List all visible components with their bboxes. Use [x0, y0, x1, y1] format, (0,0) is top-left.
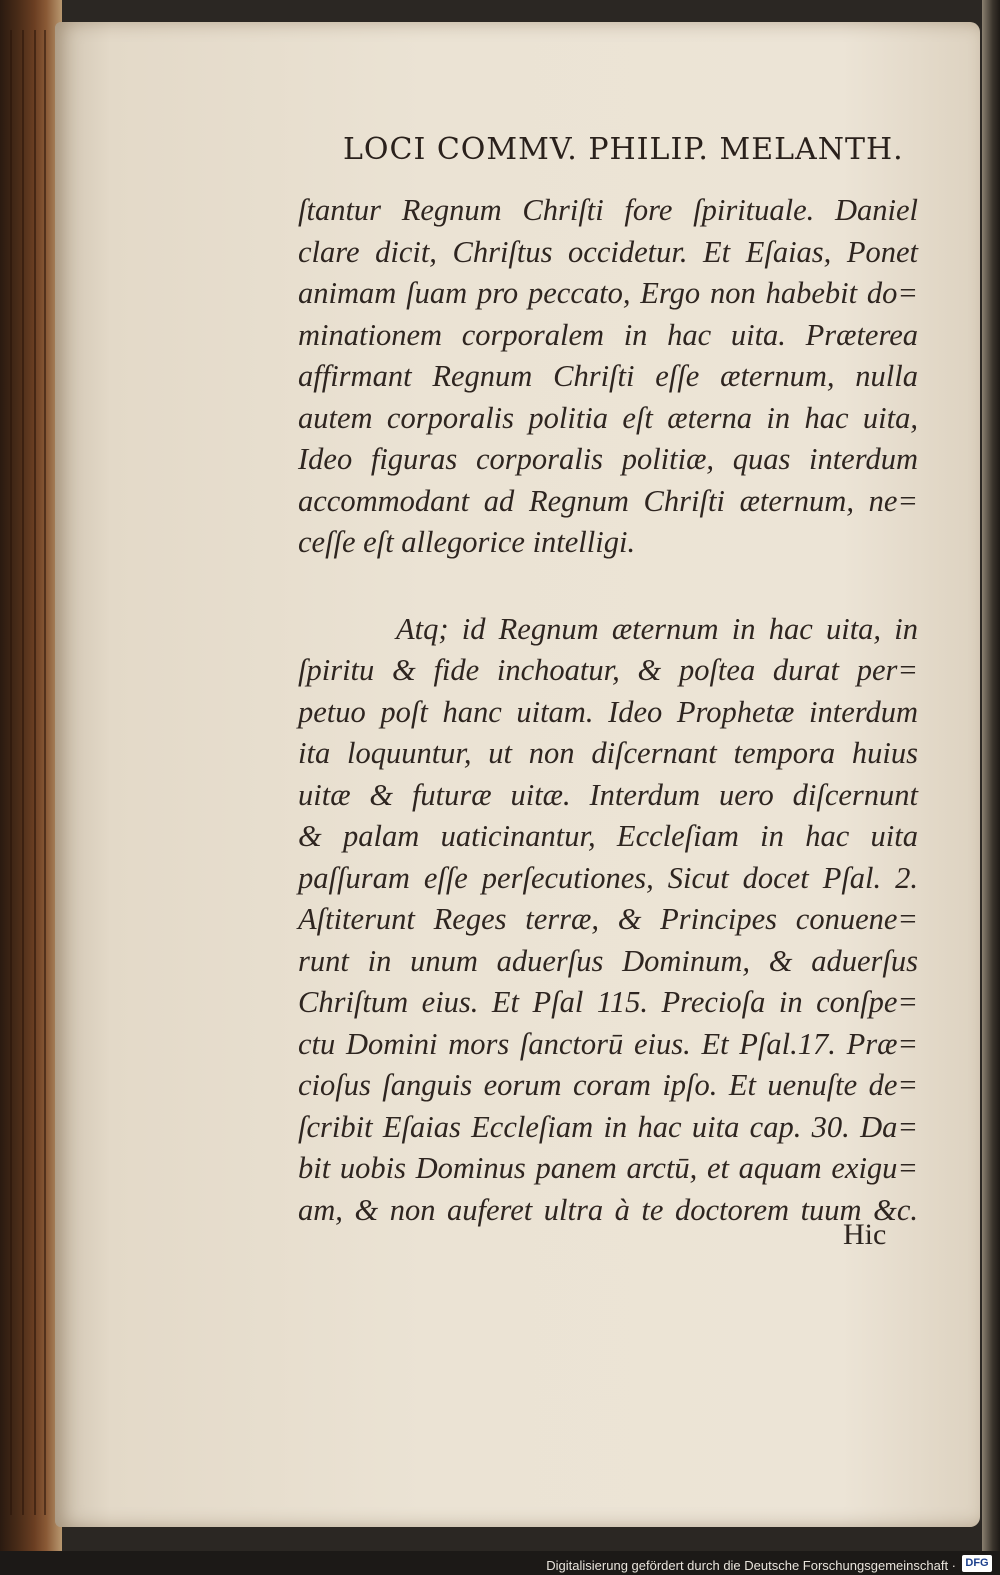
text-line: Aſtiterunt Reges terræ, & Principes conuene=: [298, 902, 918, 936]
text-line: uitæ & futuræ uitæ. Interdum uero diſcernunt: [298, 777, 918, 812]
text-line: ctu Domini mors ſanctorū eius. Et Pſal.17. Præ=: [298, 1026, 918, 1061]
text-line: am, & non auferet ultra à te doctorem tuum &c.: [298, 1192, 918, 1227]
text-line: accommodant ad Regnum Chriſti æternum, ne=: [298, 483, 918, 518]
text-line: clare dicit, Chriſtus occidetur. Et Eſaias, Ponet: [298, 234, 918, 269]
text-line: Atq; id Regnum æternum in hac uita, in: [396, 611, 918, 646]
text-line: runt in unum aduerſus Dominum, & aduerſus: [298, 943, 918, 978]
running-head: LOCI COMMV. PHILIP. MELANTH.: [343, 132, 904, 167]
text-line: Chriſtum eius. Et Pſal 115. Precioſa in conſpe=: [298, 985, 918, 1019]
digitization-footer: [0, 1551, 1000, 1575]
paragraph: [298, 190, 918, 564]
paragraph-gap: [298, 564, 918, 609]
text-line: ſcribit Eſaias Eccleſiam in hac uita cap. 30. Da=: [298, 1109, 918, 1144]
funding-credit: Digitalisierung gefördert durch die Deutsche Forschungsgemeinschaft ·: [546, 1558, 956, 1573]
text-line: ſpiritu & fide inchoatur, & poſtea durat per=: [298, 653, 918, 687]
text-line: paſſuram eſſe perſecutiones, Sicut docet Pſal. 2.: [298, 860, 918, 895]
text-line: cioſus ſanguis eorum coram ipſo. Et uenuſte de=: [298, 1068, 918, 1102]
text-line: autem corporalis politia eſt æterna in hac uita,: [298, 400, 918, 435]
catchword: Hic: [843, 1218, 887, 1251]
text-line: & palam uaticinantur, Eccleſiam in hac uita: [298, 819, 918, 853]
text-line: ceſſe eſt allegorice intelligi.: [298, 525, 636, 559]
text-line: petuo poſt hanc uitam. Ideo Prophetæ interdum: [298, 694, 918, 729]
dfg-logo: DFG: [962, 1555, 992, 1572]
text-line: minationem corporalem in hac uita. Præterea: [298, 317, 918, 352]
paragraph: [298, 609, 918, 1232]
page-edge-line: [10, 30, 12, 1515]
page-edge-line: [22, 30, 24, 1515]
page-edge-line: [44, 30, 46, 1515]
right-margin-shadow: [982, 0, 1000, 1575]
text-line: Ideo figuras corporalis politiæ, quas interdum: [298, 442, 918, 476]
text-line: ſtantur Regnum Chriſti fore ſpirituale. Daniel: [298, 193, 918, 227]
text-line: bit uobis Dominus panem arctū, et aquam exigu=: [298, 1151, 918, 1185]
page-edge-line: [34, 30, 36, 1515]
book-spine-edge: [0, 0, 62, 1575]
body-text: [298, 190, 918, 1231]
text-line: affirmant Regnum Chriſti eſſe æternum, nulla: [298, 359, 918, 393]
text-line: animam ſuam pro peccato, Ergo non habebit do=: [298, 276, 918, 310]
text-line: ita loquuntur, ut non diſcernant tempora huius: [298, 736, 918, 770]
